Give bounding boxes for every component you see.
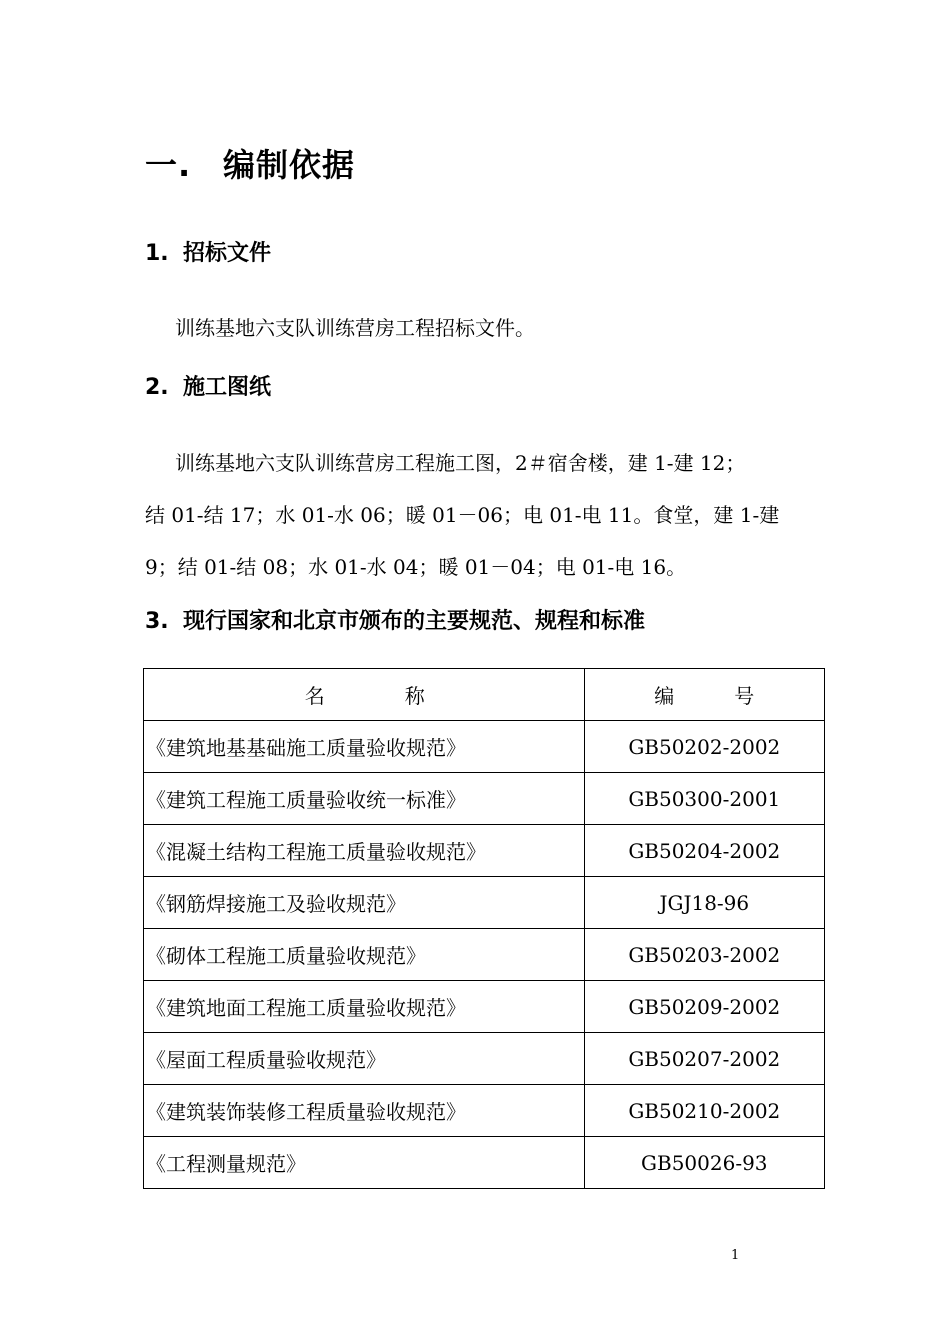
section-heading-text: 现行国家和北京市颁布的主要规范、规程和标准 — [183, 609, 646, 634]
table-row — [144, 1137, 825, 1189]
standard-name-cell: 《砌体工程施工质量验收规范》 — [144, 929, 585, 981]
standard-name-cell: 《钢筋焊接施工及验收规范》 — [144, 877, 585, 929]
paragraph-line: 训练基地六支队训练营房工程招标文件。 — [175, 316, 535, 340]
table-row — [144, 877, 825, 929]
standard-name-cell: 《建筑地基基础施工质量验收规范》 — [144, 721, 585, 773]
standard-code-cell: GB50209-2002 — [584, 981, 824, 1033]
table-row — [144, 773, 825, 825]
section-number: 2. — [145, 375, 169, 400]
standard-name-cell: 《屋面工程质量验收规范》 — [144, 1033, 585, 1085]
table-row — [144, 1085, 825, 1137]
standard-code-cell: GB50300-2001 — [584, 773, 824, 825]
standard-name-cell: 《建筑工程施工质量验收统一标准》 — [144, 773, 585, 825]
standard-name-cell: 《建筑装饰装修工程质量验收规范》 — [144, 1085, 585, 1137]
paragraph-line: 结 01-结 17；水 01-水 06；暖 01－06；电 01-电 11。食堂，建 1-建 — [145, 503, 780, 527]
section-2-paragraph — [145, 437, 820, 593]
table-row — [144, 825, 825, 877]
standard-code-cell: JGJ18-96 — [584, 877, 824, 929]
paragraph-line: 9；结 01-结 08；水 01-水 04；暖 01－04；电 01-电 16。 — [145, 555, 687, 579]
standard-name-cell: 《混凝土结构工程施工质量验收规范》 — [144, 825, 585, 877]
table-row — [144, 981, 825, 1033]
chapter-title — [145, 140, 355, 186]
section-number: 3. — [145, 609, 169, 634]
page-number: 1 — [731, 1248, 740, 1263]
section-1-paragraph — [145, 302, 820, 354]
standard-code-cell: GB50026-93 — [584, 1137, 824, 1189]
standard-name-cell: 《工程测量规范》 — [144, 1137, 585, 1189]
standard-code-cell: GB50203-2002 — [584, 929, 824, 981]
section-heading-text: 施工图纸 — [183, 375, 272, 400]
table-row — [144, 1033, 825, 1085]
section-number: 1. — [145, 241, 169, 266]
chapter-title-text: 编制依据 — [223, 146, 356, 184]
table-row — [144, 929, 825, 981]
chapter-number: 一. — [145, 146, 192, 184]
table-row — [144, 721, 825, 773]
table-header-row — [144, 669, 825, 721]
section-heading-3 — [145, 604, 645, 635]
column-header-code: 编 号 — [584, 669, 824, 721]
standard-code-cell: GB50204-2002 — [584, 825, 824, 877]
paragraph-line: 训练基地六支队训练营房工程施工图，2＃宿舍楼，建 1-建 12； — [175, 451, 746, 475]
standard-code-cell: GB50210-2002 — [584, 1085, 824, 1137]
standard-name-cell: 《建筑地面工程施工质量验收规范》 — [144, 981, 585, 1033]
section-heading-text: 招标文件 — [183, 241, 272, 266]
column-header-name: 名 称 — [144, 669, 585, 721]
section-heading-2 — [145, 370, 271, 401]
standard-code-cell: GB50207-2002 — [584, 1033, 824, 1085]
standards-table — [143, 668, 825, 1189]
standard-code-cell: GB50202-2002 — [584, 721, 824, 773]
section-heading-1 — [145, 236, 271, 267]
